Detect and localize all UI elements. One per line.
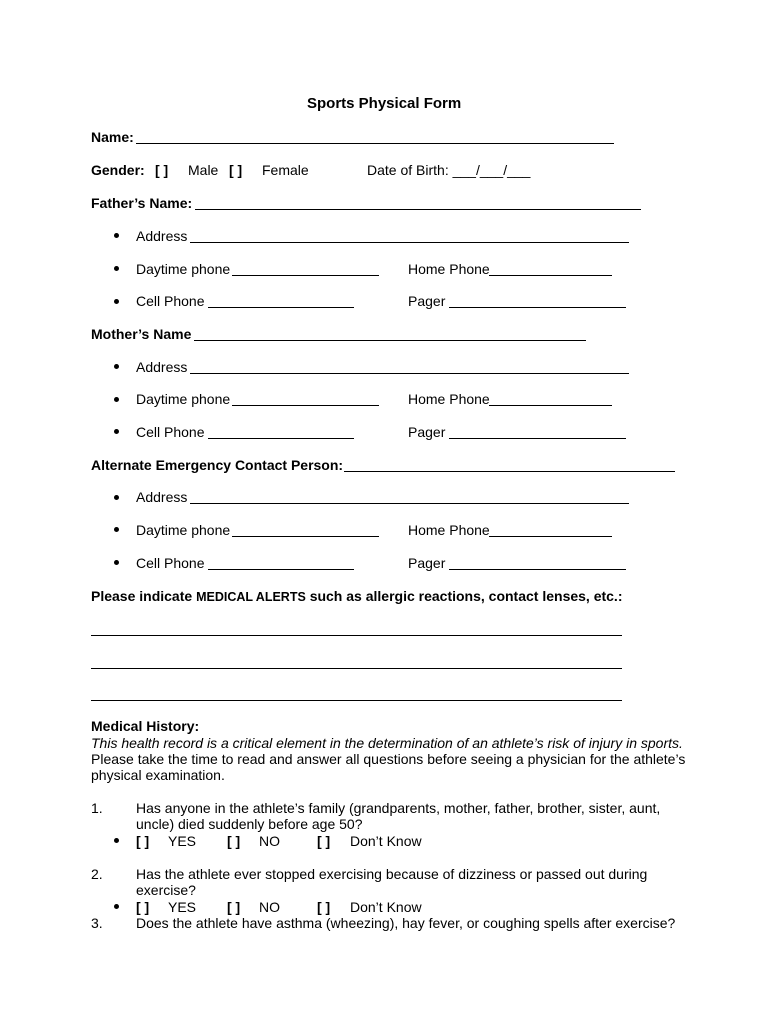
father-address-field[interactable]: [190, 229, 629, 243]
medical-alerts-suffix: such as allergic reactions, contact lenses, etc.:: [309, 588, 623, 604]
yes-label: YES: [168, 833, 197, 849]
dont-know-checkbox[interactable]: [ ]: [317, 899, 331, 915]
female-label: Female: [262, 162, 309, 178]
mother-daytime-label: Daytime phone: [136, 391, 231, 407]
bullet-icon: [114, 904, 119, 909]
bullet-icon: [114, 299, 119, 304]
bullet-icon: [114, 364, 119, 369]
father-cell-field[interactable]: [208, 294, 354, 308]
bullet-icon: [114, 266, 119, 271]
alternate-home-field[interactable]: [489, 523, 612, 537]
no-checkbox[interactable]: [ ]: [227, 833, 241, 849]
father-name-label: Father’s Name:: [91, 195, 193, 211]
medical-alerts-emphasis: MEDICAL ALERTS: [196, 590, 306, 604]
bullet-icon: [114, 429, 119, 434]
father-pager-field[interactable]: [449, 294, 626, 308]
alternate-daytime-field[interactable]: [232, 523, 379, 537]
bullet-icon: [114, 495, 119, 500]
male-label: Male: [188, 162, 219, 178]
mother-pager-label: Pager: [408, 424, 446, 440]
father-name-field[interactable]: [195, 196, 641, 210]
medical-alerts-prefix: Please indicate: [91, 588, 193, 604]
yes-checkbox[interactable]: [ ]: [136, 899, 150, 915]
question-text: Has anyone in the athlete’s family (grandparents, mother, father, brother, sister, aunt,: [136, 800, 661, 816]
mother-name-label: Mother’s Name: [91, 326, 192, 342]
no-label: NO: [259, 833, 280, 849]
father-pager-label: Pager: [408, 293, 446, 309]
medical-history-intro: This health record is a critical element in the determination of an athlete’s risk of injury in sports.: [91, 735, 683, 751]
medical-alerts-line[interactable]: [91, 700, 622, 701]
alternate-pager-field[interactable]: [449, 556, 626, 570]
yes-checkbox[interactable]: [ ]: [136, 833, 150, 849]
no-label: NO: [259, 899, 280, 915]
yes-label: YES: [168, 899, 197, 915]
alternate-address-field[interactable]: [190, 490, 629, 504]
father-address-label: Address: [136, 228, 188, 244]
question-number: 3.: [91, 915, 103, 931]
alternate-daytime-label: Daytime phone: [136, 522, 231, 538]
father-daytime-field[interactable]: [232, 262, 379, 276]
page-title: Sports Physical Form: [307, 95, 462, 112]
medical-alerts-line[interactable]: [91, 668, 622, 669]
date-of-birth-field[interactable]: Date of Birth: ___/___/___: [367, 162, 531, 178]
medical-history-instructions: Please take the time to read and answer all questions before seeing a physician for the athlete’s: [91, 751, 686, 767]
dont-know-label: Don’t Know: [350, 833, 422, 849]
dont-know-label: Don’t Know: [350, 899, 422, 915]
father-cell-label: Cell Phone: [136, 293, 205, 309]
mother-home-field[interactable]: [489, 392, 612, 406]
female-checkbox[interactable]: [ ]: [229, 162, 243, 178]
mother-cell-label: Cell Phone: [136, 424, 205, 440]
question-text: Does the athlete have asthma (wheezing), hay fever, or coughing spells after exercise?: [136, 915, 676, 931]
bullet-icon: [114, 838, 119, 843]
question-number: 2.: [91, 866, 103, 882]
gender-label: Gender:: [91, 162, 145, 178]
alternate-contact-field[interactable]: [344, 458, 675, 472]
bullet-icon: [114, 397, 119, 402]
alternate-contact-label: Alternate Emergency Contact Person:: [91, 457, 344, 473]
father-home-field[interactable]: [489, 262, 612, 276]
dont-know-checkbox[interactable]: [ ]: [317, 833, 331, 849]
question-text: exercise?: [136, 882, 196, 898]
father-home-label: Home Phone: [408, 261, 490, 277]
question-text: Has the athlete ever stopped exercising because of dizziness or passed out during: [136, 866, 648, 882]
alternate-cell-label: Cell Phone: [136, 555, 205, 571]
father-daytime-label: Daytime phone: [136, 261, 231, 277]
medical-history-heading: Medical History:: [91, 718, 200, 734]
medical-history-instructions: physical examination.: [91, 767, 225, 783]
male-checkbox[interactable]: [ ]: [155, 162, 169, 178]
medical-alerts-prompt: [91, 588, 623, 606]
medical-alerts-line[interactable]: [91, 635, 622, 636]
alternate-home-label: Home Phone: [408, 522, 490, 538]
alternate-pager-label: Pager: [408, 555, 446, 571]
mother-name-field[interactable]: [194, 327, 586, 341]
name-field[interactable]: [136, 130, 614, 144]
mother-address-field[interactable]: [190, 360, 629, 374]
alternate-cell-field[interactable]: [208, 556, 354, 570]
bullet-icon: [114, 233, 119, 238]
name-label: Name:: [91, 129, 134, 145]
mother-pager-field[interactable]: [449, 425, 626, 439]
bullet-icon: [114, 560, 119, 565]
mother-address-label: Address: [136, 359, 188, 375]
mother-daytime-field[interactable]: [232, 392, 379, 406]
question-text: uncle) died suddenly before age 50?: [136, 816, 363, 832]
no-checkbox[interactable]: [ ]: [227, 899, 241, 915]
question-number: 1.: [91, 800, 103, 816]
mother-cell-field[interactable]: [208, 425, 354, 439]
bullet-icon: [114, 527, 119, 532]
alternate-address-label: Address: [136, 489, 188, 505]
mother-home-label: Home Phone: [408, 391, 490, 407]
